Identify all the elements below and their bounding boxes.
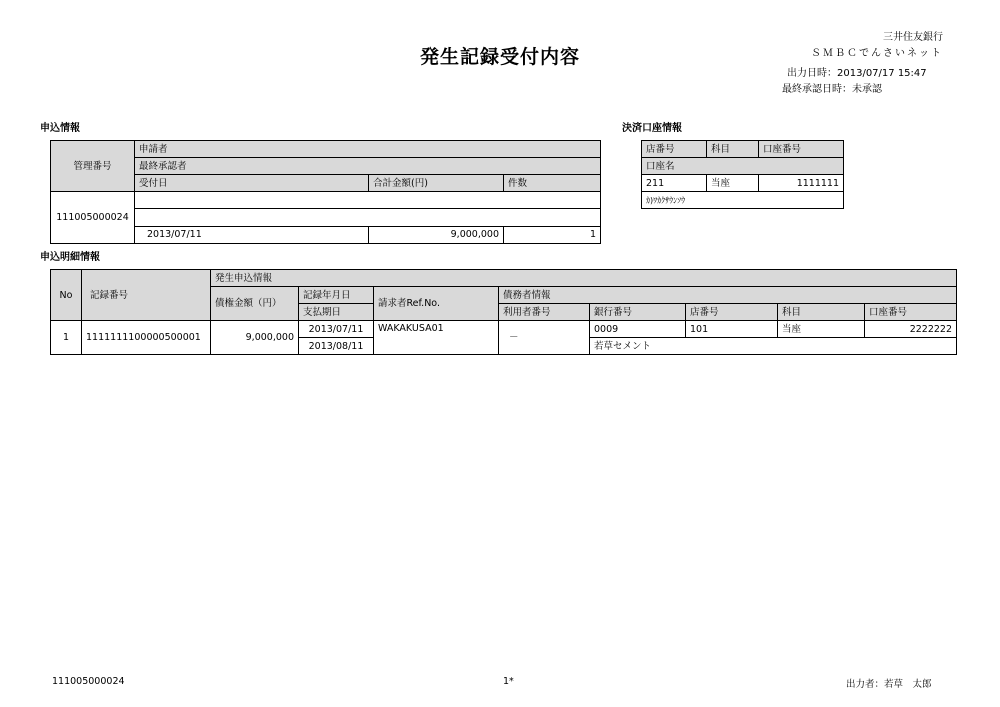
footer-mgmt-no: 111005000024	[52, 676, 125, 687]
branch-no-header: 店番号	[642, 141, 707, 158]
total-amount-value: 9,000,000	[369, 226, 504, 243]
mgmt-no-header: 管理番号	[51, 141, 135, 192]
page-number: 1*	[503, 676, 514, 687]
detail-info-title: 申込明細情報	[40, 252, 100, 263]
count-value: 1	[504, 226, 601, 243]
subject-header: 科目	[707, 141, 759, 158]
row-account-no: 2222222	[865, 321, 957, 338]
output-by: 出力者：若草 太郎	[846, 679, 932, 690]
row-bank-no: 0009	[590, 321, 686, 338]
bank-name: 三井住友銀行	[883, 32, 943, 43]
subject-header: 科目	[778, 304, 865, 321]
settlement-account-title: 決済口座情報	[622, 123, 682, 134]
last-approver-header: 最終承認者	[135, 158, 601, 175]
account-name-header: 口座名	[642, 158, 844, 175]
total-amount-header: 合計金額(円)	[369, 175, 504, 192]
payment-date-header: 支払期日	[299, 304, 374, 321]
row-payment-date: 2013/08/11	[299, 338, 374, 355]
issue-info-header: 発生申込情報	[211, 270, 957, 287]
applicant-value	[135, 192, 601, 209]
row-record-date: 2013/07/11	[299, 321, 374, 338]
last-approval: 最終承認日時：未承認	[782, 84, 882, 95]
account-no-value: 1111111	[759, 175, 844, 192]
row-ref-no: WAKAKUSA01	[374, 321, 499, 355]
application-info-table	[50, 140, 601, 244]
claim-amount-header: 債権金額（円）	[211, 287, 299, 321]
account-no-header: 口座番号	[759, 141, 844, 158]
row-subject: 当座	[778, 321, 865, 338]
subject-value: 当座	[707, 175, 759, 192]
ref-no-header: 請求者Ref.No.	[374, 287, 499, 321]
last-approver-value	[135, 209, 601, 226]
service-name: ＳＭＢＣでんさいネット	[811, 48, 943, 59]
row-debtor-name: 若草セメント	[590, 338, 957, 355]
no-header: No	[51, 270, 82, 321]
detail-info-table	[50, 269, 957, 355]
row-no: 1	[51, 321, 82, 355]
row-branch-no: 101	[686, 321, 778, 338]
row-record-no: 1111111100000500001	[82, 321, 211, 355]
account-name-value: ｶ)ﾜｶｸｻｳﾝｿｳ	[642, 192, 844, 209]
output-datetime: 出力日時：2013/07/17 15:47	[787, 68, 927, 79]
received-date-header: 受付日	[135, 175, 369, 192]
table-row	[51, 321, 957, 338]
user-no-header: 利用者番号	[499, 304, 590, 321]
record-date-header: 記録年月日	[299, 287, 374, 304]
application-info-title: 申込情報	[40, 123, 80, 134]
account-no-header: 口座番号	[865, 304, 957, 321]
count-header: 件数	[504, 175, 601, 192]
mgmt-no-value: 111005000024	[51, 192, 135, 244]
received-date-value: 2013/07/11	[135, 226, 369, 243]
branch-no-value: 211	[642, 175, 707, 192]
settlement-account-table	[641, 140, 844, 209]
branch-no-header: 店番号	[686, 304, 778, 321]
row-user-no: －	[499, 321, 590, 355]
bank-no-header: 銀行番号	[590, 304, 686, 321]
row-claim-amount: 9,000,000	[211, 321, 299, 355]
page-title: 発生記録受付内容	[419, 46, 580, 68]
debtor-info-header: 債務者情報	[499, 287, 957, 304]
applicant-header: 申請者	[135, 141, 601, 158]
record-no-header: 記録番号	[82, 270, 211, 321]
